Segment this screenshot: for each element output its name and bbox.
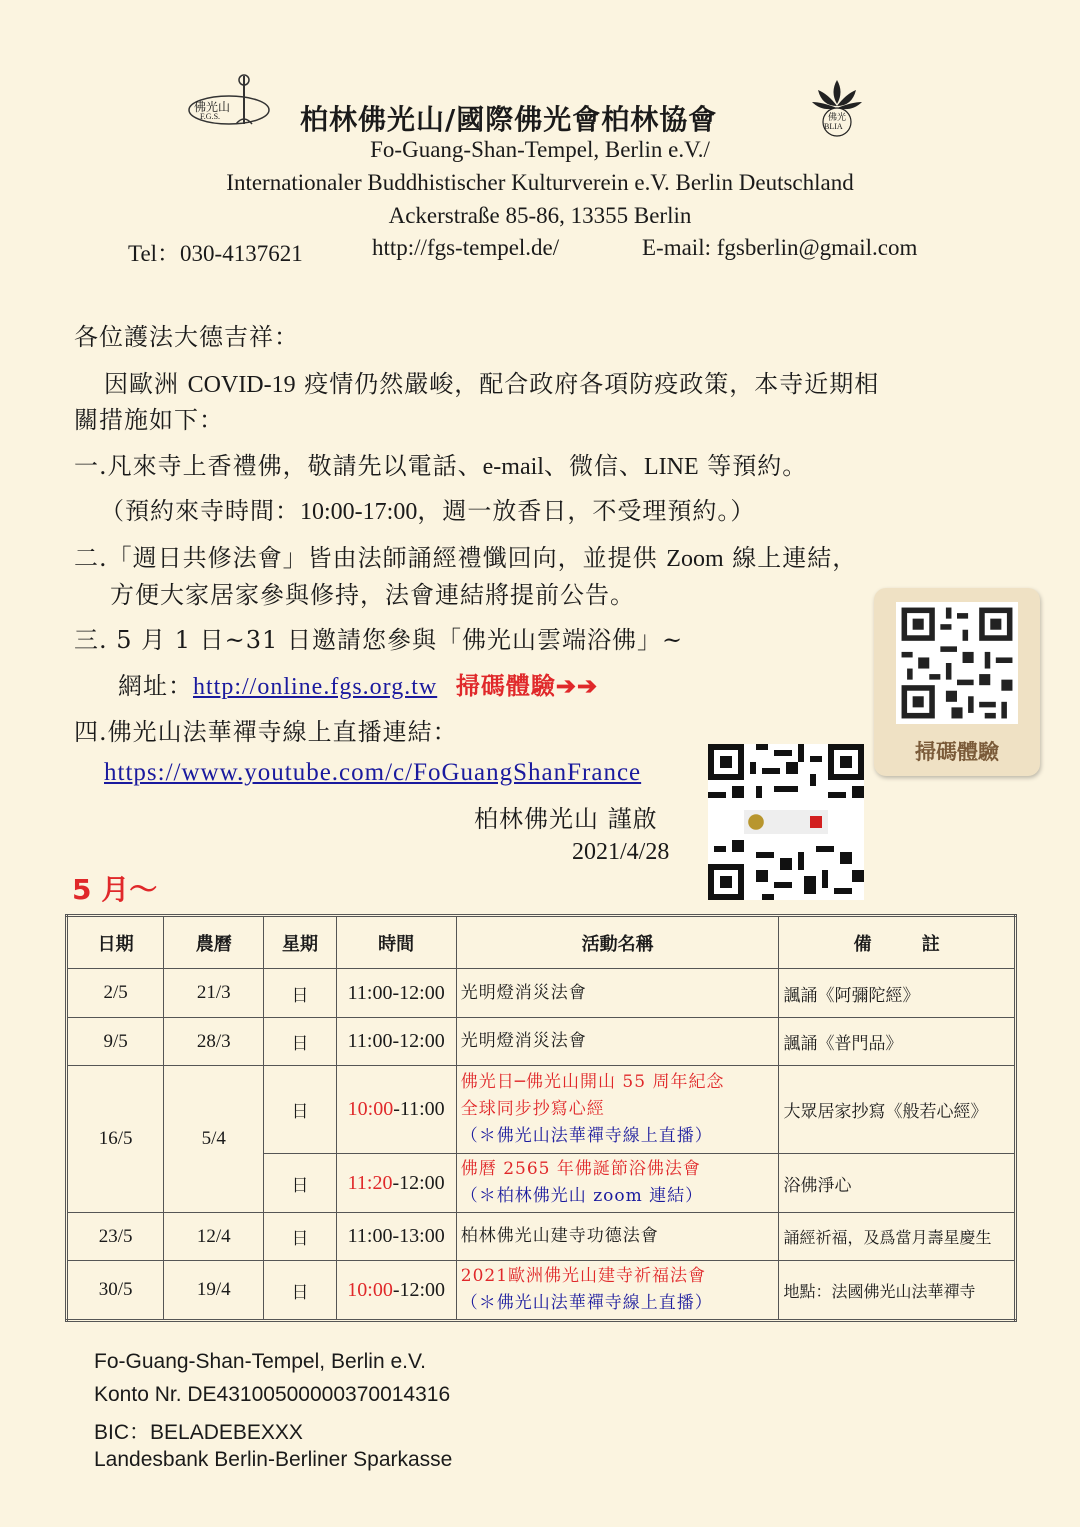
item-3: 三. 5 月 1 日~31 日邀請您參與「佛光山雲端浴佛」~ — [74, 626, 684, 654]
cell-activity: 佛光日─佛光山開山 55 周年紀念 全球同步抄寫心經 （＊佛光山法華禪寺線上直播） — [456, 1066, 779, 1154]
blia-logo-sub: BLIA — [824, 122, 843, 131]
cell-note: 誦經祈福，及爲當月壽星慶生 — [779, 1213, 1016, 1261]
qr-card-label: 掃碼體驗 — [915, 740, 999, 764]
col-header-note: 備 註 — [779, 916, 1016, 969]
table-row — [67, 969, 1016, 1018]
bank-account-holder: Fo-Guang-Shan-Tempel, Berlin e.V. — [94, 1350, 426, 1373]
item-1: 一.凡來寺上香禮佛，敬請先以電話、e-mail、微信、LINE 等預約。 — [74, 452, 808, 480]
online-fgs-link[interactable]: http://online.fgs.org.tw — [193, 674, 438, 700]
item-1-note: （預約來寺時間：10:00-17:00，週一放香日，不受理預約。） — [100, 497, 756, 525]
blia-logo-text: 佛光 — [828, 113, 847, 123]
fgs-logo-text: 佛光山 — [194, 100, 231, 114]
bank-account-number: Konto Nr. DE43100500000370014316 — [94, 1383, 451, 1406]
col-header-weekday: 星期 — [264, 916, 336, 969]
cell-lunar: 28/3 — [164, 1018, 264, 1066]
cell-note: 地點：法國佛光山法華禪寺 — [779, 1261, 1016, 1321]
cell-lunar: 19/4 — [164, 1261, 264, 1321]
cell-weekday: 日 — [264, 1018, 336, 1066]
table-row — [67, 1018, 1016, 1066]
cell-activity: 佛曆 2565 年佛誕節浴佛法會 （＊柏林佛光山 zoom 連結） — [456, 1154, 779, 1213]
cell-lunar: 5/4 — [164, 1066, 264, 1213]
cell-time: 11:20-12:00 — [336, 1154, 456, 1213]
item-3-url-row: 網址：http://online.fgs.org.tw 掃碼體驗➔➔ — [118, 671, 599, 700]
cell-lunar: 21/3 — [164, 969, 264, 1018]
item-2-line-2: 方便大家居家參與修持，法會連結將提前公告。 — [110, 581, 635, 609]
cell-date: 2/5 — [67, 969, 164, 1018]
col-header-activity: 活動名稱 — [456, 916, 779, 969]
page-title: 柏林佛光山/國際佛光會柏林協會 — [300, 103, 718, 136]
youtube-link[interactable]: https://www.youtube.com/c/FoGuangShanFrance — [104, 759, 642, 786]
header-tel: Tel：030-4137621 — [128, 241, 303, 266]
cell-weekday: 日 — [264, 1066, 336, 1154]
col-header-time: 時間 — [336, 916, 456, 969]
table-header-row — [67, 916, 1016, 969]
item-4-url-row — [104, 758, 641, 787]
header-line-2: Internationaler Buddhistischer Kulturverein e.V. Berlin Deutschland — [226, 170, 854, 195]
scan-hint: 掃碼體驗➔➔ — [455, 671, 599, 700]
cell-note: 諷誦《阿彌陀經》 — [779, 969, 1016, 1018]
intro-line-2: 關措施如下： — [74, 406, 224, 434]
cell-time: 10:00-11:00 — [336, 1066, 456, 1154]
cell-date: 16/5 — [67, 1066, 164, 1213]
cell-weekday: 日 — [264, 969, 336, 1018]
youtube-qr-code[interactable] — [708, 744, 864, 900]
cell-note: 浴佛淨心 — [779, 1154, 1016, 1213]
cell-note: 大眾居家抄寫《般若心經》 — [779, 1066, 1016, 1154]
qr-code-icon — [896, 602, 1018, 724]
cell-weekday: 日 — [264, 1154, 336, 1213]
month-title: 5 月～ — [72, 873, 158, 906]
cell-time: 10:00-12:00 — [336, 1261, 456, 1321]
bank-name: Landesbank Berlin-Berliner Sparkasse — [94, 1448, 453, 1471]
table-row — [67, 1066, 1016, 1154]
col-header-lunar: 農曆 — [164, 916, 264, 969]
cell-date: 30/5 — [67, 1261, 164, 1321]
cell-time: 11:00-12:00 — [336, 969, 456, 1018]
table-row — [67, 1261, 1016, 1321]
qr-card-online-fgs[interactable] — [874, 588, 1040, 776]
cell-lunar: 12/4 — [164, 1213, 264, 1261]
signature: 柏林佛光山 謹啟 — [474, 805, 658, 833]
cell-date: 9/5 — [67, 1018, 164, 1066]
cell-note: 諷誦《普門品》 — [779, 1018, 1016, 1066]
qr-code-icon — [708, 744, 864, 900]
cell-activity: 光明燈消災法會 — [456, 1018, 779, 1066]
cell-weekday: 日 — [264, 1213, 336, 1261]
bank-bic: BIC：BELADEBEXXX — [94, 1421, 303, 1444]
cell-date: 23/5 — [67, 1213, 164, 1261]
fgs-logo-sub: F.G.S. — [200, 112, 221, 121]
item-4: 四.佛光山法華禪寺線上直播連結： — [74, 718, 458, 746]
letter-date: 2021/4/28 — [572, 839, 670, 865]
schedule-table — [65, 914, 1017, 1322]
header-website[interactable]: http://fgs-tempel.de/ — [372, 235, 560, 260]
header-email[interactable]: E-mail: fgsberlin@gmail.com — [642, 235, 918, 260]
header-line-1: Fo-Guang-Shan-Tempel, Berlin e.V./ — [370, 137, 710, 162]
cell-time: 11:00-13:00 — [336, 1213, 456, 1261]
greeting: 各位護法大德吉祥： — [74, 323, 299, 351]
cell-time: 11:00-12:00 — [336, 1018, 456, 1066]
cell-activity: 光明燈消災法會 — [456, 969, 779, 1018]
item-2: 二.「週日共修法會」皆由法師誦經禮懺回向，並提供 Zoom 線上連結， — [74, 544, 858, 572]
cell-activity: 2021歐洲佛光山建寺祈福法會 （＊佛光山法華禪寺線上直播） — [456, 1261, 779, 1321]
intro-line-1: 因歐洲 COVID-19 疫情仍然嚴峻，配合政府各項防疫政策，本寺近期相 — [104, 370, 880, 398]
col-header-date: 日期 — [67, 916, 164, 969]
header-address: Ackerstraße 85-86, 13355 Berlin — [388, 203, 692, 228]
cell-activity: 柏林佛光山建寺功德法會 — [456, 1213, 779, 1261]
cell-weekday: 日 — [264, 1261, 336, 1321]
table-row — [67, 1213, 1016, 1261]
